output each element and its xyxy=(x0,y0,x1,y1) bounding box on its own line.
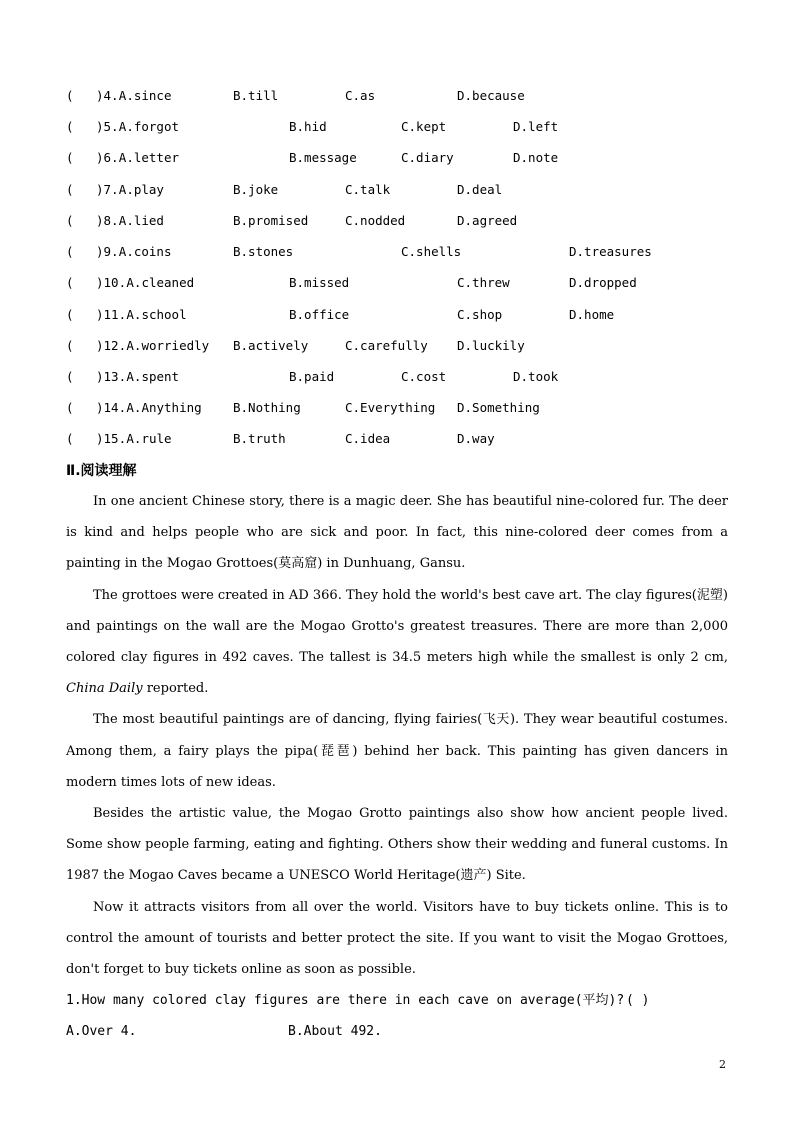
question-number: )8. xyxy=(96,213,119,228)
choice-row xyxy=(66,336,746,356)
option-a: A.since xyxy=(118,88,172,103)
option-d: D.note xyxy=(513,150,559,165)
question-number: )6. xyxy=(96,150,119,165)
passage-paragraph-5: Now it attracts visitors from all over the world. Visitors have to buy tickets online. This is to control the amount of tourists and better protect the site. If you want to visit the Mogao Grottoes, don't forget to buy tickets online as soon as possible. xyxy=(66,899,728,978)
passage-paragraph-3: The most beautiful paintings are of dancing, flying fairies(飞天). They wear beautiful costumes. Among them, a fairy plays the pipa(琵琶) behind her back. This painting has given dancers in modern times lots of new ideas. xyxy=(66,712,728,790)
option-c: C.Everything xyxy=(345,400,436,415)
option-c: C.cost xyxy=(401,369,447,384)
answer-paren[interactable]: ( xyxy=(66,369,74,384)
question-1 xyxy=(66,991,746,1011)
section-heading: Ⅱ.阅读理解 xyxy=(66,463,137,479)
option-b: B.office xyxy=(289,307,350,322)
question-number: )10. xyxy=(96,275,127,290)
option-a: A.spent xyxy=(126,369,180,384)
option-b: B.promised xyxy=(233,213,309,228)
option-c: C.idea xyxy=(345,431,391,446)
answer-paren[interactable]: ( xyxy=(66,182,74,197)
passage-paragraph-2: The grottoes were created in AD 366. They hold the world's best cave art. The clay figures(泥塑) and paintings on the wall are the Mogao Grotto's greatest treasures. There are more than 2,000 colored clay figures in 492 caves. The tallest is 34.5 meters high while the smallest is only 2 cm, China Daily reported. xyxy=(66,587,728,697)
passage-paragraph-4: Besides the artistic value, the Mogao Grotto paintings also show how ancient people lived. Some show people farming, eating and fighting. Others show their wedding and funeral customs. In 1987 the Mogao Caves became a UNESCO World Heritage(遗产) Site. xyxy=(66,806,728,884)
answer-paren[interactable]: ( xyxy=(66,307,74,322)
choice-row xyxy=(66,180,746,200)
option-d: D.agreed xyxy=(457,213,518,228)
option-b: B.till xyxy=(233,88,279,103)
question-number: )13. xyxy=(96,369,127,384)
answer-paren[interactable]: ( xyxy=(66,119,74,134)
option-d: D.home xyxy=(569,307,615,322)
choice-row xyxy=(66,242,746,262)
option-d: D.dropped xyxy=(569,275,637,290)
option-c: C.nodded xyxy=(345,213,406,228)
question-number: )7. xyxy=(96,182,119,197)
option-b: B.actively xyxy=(233,338,309,353)
choice-row xyxy=(66,117,746,137)
option-b: B.missed xyxy=(289,275,350,290)
choice-row xyxy=(66,273,746,293)
option-d: D.way xyxy=(457,431,495,446)
option-a: A.coins xyxy=(118,244,172,259)
question-number: )9. xyxy=(96,244,119,259)
option-d: D.left xyxy=(513,119,559,134)
question-number: )4. xyxy=(96,88,119,103)
option-a: A.letter xyxy=(118,150,180,165)
answer-paren[interactable]: ( xyxy=(66,431,74,446)
question-1-text: 1.How many colored clay figures are there in each cave on average(平均)? xyxy=(66,993,625,1008)
answer-paren[interactable]: ( xyxy=(66,213,74,228)
option-b: B.message xyxy=(289,150,357,165)
answer-paren[interactable]: ( xyxy=(66,150,74,165)
option-a: A.worriedly xyxy=(126,338,210,353)
option-b: B.Nothing xyxy=(233,400,301,415)
option-a: A.lied xyxy=(118,213,164,228)
option-d: D.deal xyxy=(457,182,503,197)
choice-row xyxy=(66,305,746,325)
option-d: D.took xyxy=(513,369,559,384)
answer-paren[interactable]: ( xyxy=(66,88,74,103)
option-a: A.Anything xyxy=(126,400,202,415)
source-name: China Daily xyxy=(66,681,143,697)
choice-row xyxy=(66,148,746,168)
option-c: C.carefully xyxy=(345,338,428,353)
option-b: B.truth xyxy=(233,431,286,446)
page-number: 2 xyxy=(719,1058,726,1071)
option-b: B.joke xyxy=(233,182,279,197)
question-1-options xyxy=(66,1022,746,1042)
option-b: B.paid xyxy=(289,369,335,384)
choice-row xyxy=(66,211,746,231)
option-c: C.diary xyxy=(401,150,454,165)
option-a: A.school xyxy=(126,307,187,322)
option-d: D.treasures xyxy=(569,244,652,259)
answer-blank[interactable]: ( ) xyxy=(626,993,650,1008)
option-b: B.About 492. xyxy=(288,1024,382,1039)
option-a: A.cleaned xyxy=(126,275,195,290)
question-number: )12. xyxy=(96,338,127,353)
choice-row xyxy=(66,86,746,106)
option-c: C.shop xyxy=(457,307,503,322)
choice-row xyxy=(66,429,746,449)
option-a: A.Over 4. xyxy=(66,1024,137,1039)
option-c: C.kept xyxy=(401,119,447,134)
question-number: )15. xyxy=(96,431,127,446)
passage-paragraph-1: In one ancient Chinese story, there is a magic deer. She has beautiful nine-colored fur. The deer is kind and helps people who are sick and poor. In fact, this nine-colored deer comes from a painting in the Mogao Grottoes(莫高窟) in Dunhuang, Gansu. xyxy=(66,494,728,572)
option-c: C.shells xyxy=(401,244,462,259)
question-number: )5. xyxy=(96,119,119,134)
choice-row xyxy=(66,367,746,387)
reading-passage xyxy=(66,486,728,985)
option-b: B.stones xyxy=(233,244,294,259)
option-a: A.rule xyxy=(126,431,172,446)
answer-paren[interactable]: ( xyxy=(66,275,74,290)
option-c: C.as xyxy=(345,88,376,103)
option-d: D.because xyxy=(457,88,525,103)
option-a: A.forgot xyxy=(118,119,180,134)
option-a: A.play xyxy=(118,182,164,197)
question-number: )11. xyxy=(96,307,127,322)
answer-paren[interactable]: ( xyxy=(66,244,74,259)
answer-paren[interactable]: ( xyxy=(66,338,74,353)
option-c: C.threw xyxy=(457,275,510,290)
option-c: C.talk xyxy=(345,182,391,197)
answer-paren[interactable]: ( xyxy=(66,400,74,415)
choice-row xyxy=(66,398,746,418)
question-number: )14. xyxy=(96,400,127,415)
option-d: D.Something xyxy=(457,400,540,415)
option-b: B.hid xyxy=(289,119,327,134)
option-d: D.luckily xyxy=(457,338,525,353)
